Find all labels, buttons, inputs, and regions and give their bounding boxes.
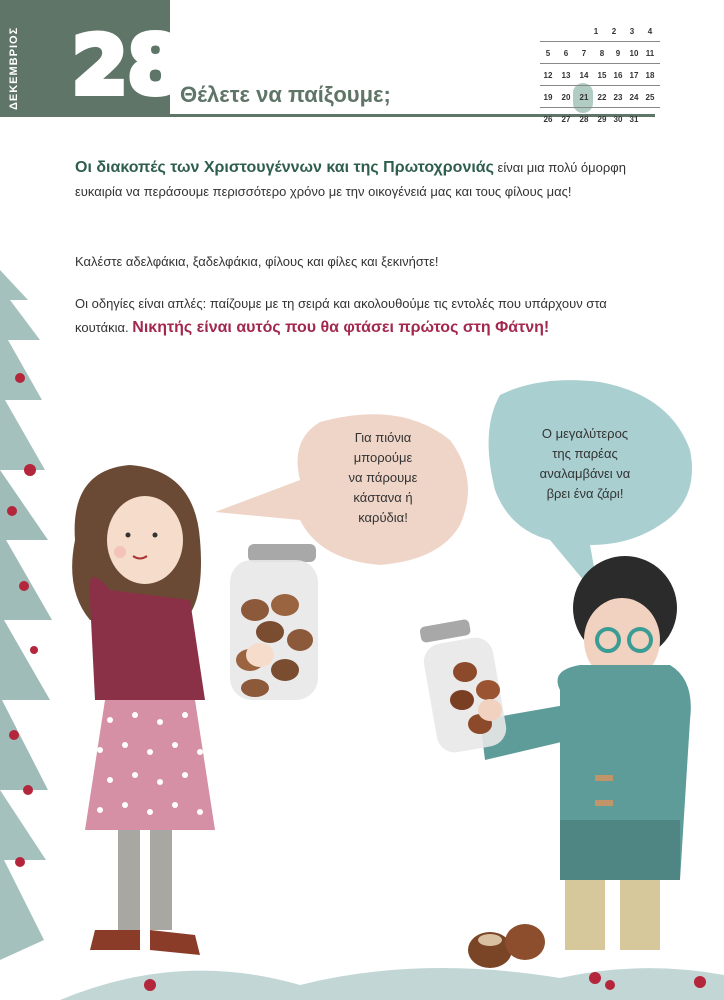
- calendar-day: 3: [629, 27, 635, 36]
- calendar-day: 30: [613, 115, 623, 124]
- calendar-day: 11: [645, 49, 655, 58]
- mini-calendar: [540, 20, 660, 129]
- bubble-line: να πάρουμε: [348, 470, 418, 485]
- calendar-day: 20: [561, 93, 571, 102]
- intro-rest: είναι μια πολύ όμορφη ευκαιρία να περάσουμε περισσότερο χρόνο με την οικογένειά μας και τους φίλους μας!: [75, 160, 626, 199]
- calendar-day: 1: [593, 27, 599, 36]
- intro-lead: Οι διακοπές των Χριστουγέννων και της Πρωτοχρονιάς: [75, 159, 494, 176]
- calendar-day: 26: [543, 115, 553, 124]
- bubble-line: Για πιόνια: [354, 430, 412, 445]
- calendar-day: 29: [597, 115, 607, 124]
- girl-illustration-icon: [72, 465, 215, 955]
- calendar-day: 4: [647, 27, 653, 36]
- calendar-day: 18: [645, 71, 655, 80]
- jar-chestnuts-left-icon: [230, 544, 318, 700]
- bubble-line: καρύδια!: [358, 510, 408, 525]
- bubble-line: μπορούμε: [353, 450, 413, 465]
- calendar-day: 10: [629, 49, 639, 58]
- boy-illustration-icon: [480, 556, 691, 950]
- calendar-week: [540, 42, 660, 64]
- calendar-day: 6: [563, 49, 569, 58]
- calendar-day: 5: [545, 49, 551, 58]
- calendar-day: 25: [645, 93, 655, 102]
- calendar-day: 22: [597, 93, 607, 102]
- bubble-line: Ο μεγαλύτερος: [541, 426, 629, 441]
- calendar-day: 16: [613, 71, 623, 80]
- rules-text: Οι οδηγίες είναι απλές: παίζουμε με τη σειρά και ακολουθούμε τις εντολές που υπάρχουν στα κουτάκια.: [75, 296, 607, 335]
- intro-paragraph: [75, 156, 660, 204]
- illustration: [0, 250, 724, 1000]
- speech-bubble-left-text: [318, 428, 448, 528]
- calendar-day: 23: [613, 93, 623, 102]
- calendar-day: 15: [597, 71, 607, 80]
- calendar-day: 27: [561, 115, 571, 124]
- calendar-day: 7: [581, 49, 587, 58]
- bottom-branches-icon: [60, 968, 724, 1000]
- bubble-line: της παρέας: [552, 446, 618, 461]
- bubble-line: βρει ένα ζάρι!: [546, 486, 624, 501]
- winner-text: Νικητής είναι αυτός που θα φτάσει πρώτος στη Φάτνη!: [132, 319, 550, 336]
- calendar-week: [540, 20, 660, 42]
- calendar-week: [540, 108, 660, 129]
- calendar-day: 21: [579, 93, 589, 102]
- calendar-day: 9: [615, 49, 621, 58]
- page-title: Θέλετε να παίξουμε;: [180, 82, 391, 107]
- calendar-day: 12: [543, 71, 553, 80]
- calendar-week: [540, 64, 660, 86]
- speech-bubble-right-text: [505, 424, 665, 504]
- calendar-day: 19: [543, 93, 553, 102]
- calendar-day: 8: [599, 49, 605, 58]
- calendar-day: 31: [629, 115, 639, 124]
- bubble-line: αναλαμβάνει να: [539, 466, 631, 481]
- chestnuts-floor-icon: [468, 924, 545, 968]
- month-label: ΔΕΚΕΜΒΡΙΟΣ: [8, 26, 20, 110]
- christmas-tree-left-icon: [0, 270, 52, 960]
- calendar-day: 17: [629, 71, 639, 80]
- bubble-line: κάστανα ή: [353, 490, 413, 505]
- jar-chestnuts-right-icon: [419, 619, 509, 755]
- day-number: 28: [72, 19, 184, 112]
- invite-paragraph: Καλέστε αδελφάκια, ξαδελφάκια, φίλους και φίλες και ξεκινήστε!: [75, 254, 439, 269]
- calendar-day: 24: [629, 93, 639, 102]
- calendar-day: 13: [561, 71, 571, 80]
- calendar-week: [540, 86, 660, 108]
- rules-paragraph: [75, 292, 660, 340]
- calendar-day-today: 28: [579, 115, 589, 124]
- calendar-day: 14: [579, 71, 589, 80]
- calendar-day: 2: [611, 27, 617, 36]
